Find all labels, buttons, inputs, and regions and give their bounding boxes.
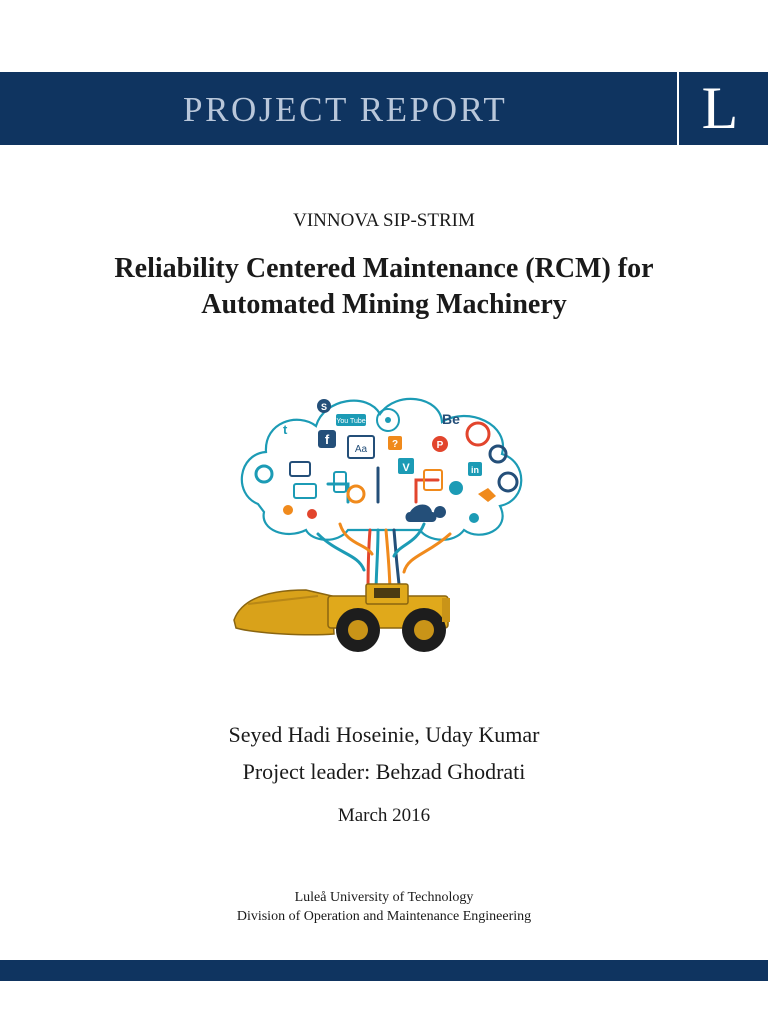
svg-text:f: f (324, 432, 330, 447)
report-title (60, 251, 708, 323)
report-title-line-2: Automated Mining Machinery (201, 289, 567, 320)
svg-text:Aa: Aa (354, 444, 368, 455)
svg-text:?: ? (391, 439, 399, 450)
footer-band (0, 960, 768, 981)
report-title-line-1: Reliability Centered Maintenance (RCM) for (114, 253, 654, 284)
svg-text:in: in (471, 465, 479, 475)
report-date: March 2016 (337, 805, 431, 826)
cover-illustration (228, 384, 534, 659)
mining-loader (234, 584, 450, 652)
program-name: VINNOVA SIP-STRIM (293, 210, 475, 231)
report-type-title: PROJECT REPORT (183, 90, 508, 129)
svg-text:P: P (436, 440, 444, 451)
university-name: Luleå University of Technology (294, 890, 474, 905)
authors: Seyed Hadi Hoseinie, Uday Kumar (228, 722, 540, 747)
division-name: Division of Operation and Maintenance Engineering (236, 909, 532, 924)
svg-text:S: S (320, 402, 328, 412)
university-logo: L (701, 75, 739, 141)
svg-text:V: V (402, 462, 410, 474)
svg-text:Be: Be (442, 411, 460, 427)
project-leader: Project leader: Behzad Ghodrati (242, 759, 526, 784)
svg-text:You Tube: You Tube (336, 418, 366, 425)
svg-text:t: t (283, 422, 288, 437)
header-divider (677, 72, 679, 145)
